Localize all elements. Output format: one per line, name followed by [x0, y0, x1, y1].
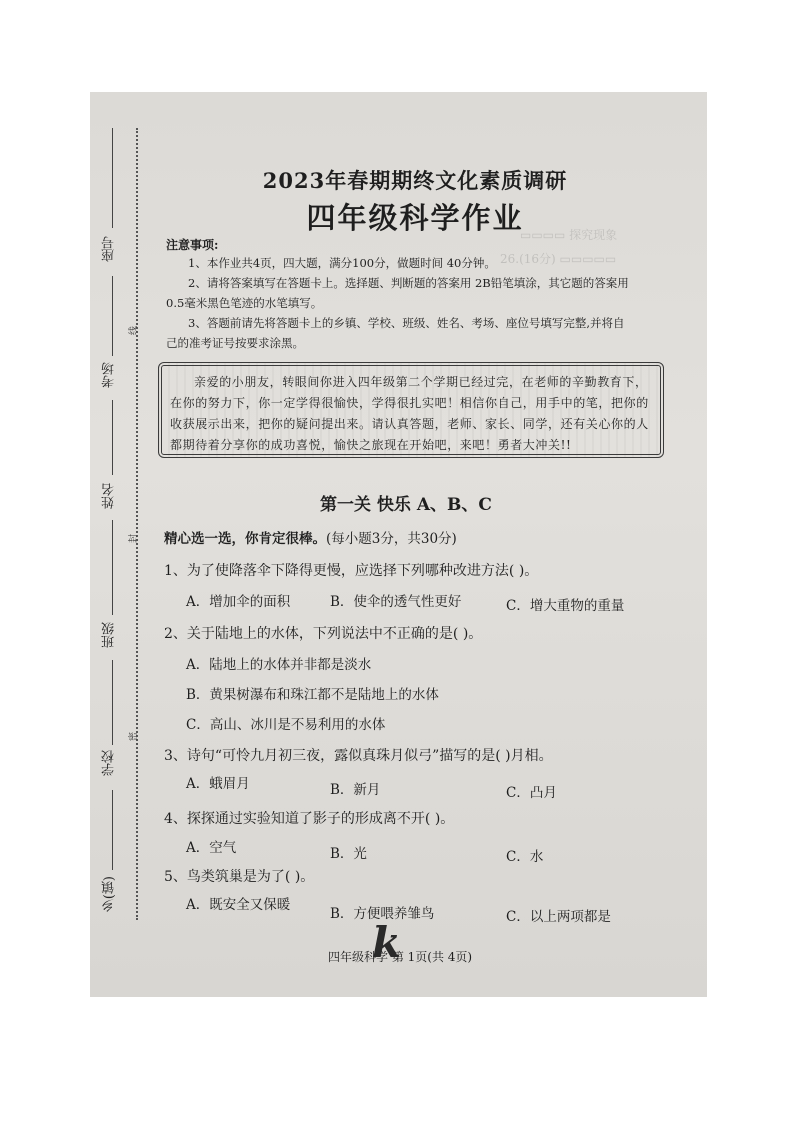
q3-option-a: A．蛾眉月 — [186, 776, 250, 792]
school-underline — [112, 660, 113, 745]
notes-heading: 注意事项: — [166, 238, 219, 252]
q4-option-c: C．水 — [506, 849, 544, 865]
q5-option-b: B．方便喂养雏鸟 — [330, 906, 435, 922]
page-footer: 四年级科学 第 1页(共 4页) — [328, 950, 473, 964]
class-label: 班级 — [102, 622, 117, 648]
section-title: 第一关 快乐 A、B、C — [320, 495, 492, 515]
q5-option-c: C．以上两项都是 — [506, 909, 611, 925]
q5-option-a: A．既安全又保暖 — [186, 897, 291, 913]
q2-option-c: C．高山、冰川是不易利用的水体 — [186, 717, 386, 733]
q4-option-a: A．空气 — [186, 840, 237, 856]
binding-line-char: 线 — [129, 325, 140, 336]
show-through-text: 26.(16分) ▭▭▭▭▭ — [500, 252, 617, 266]
instructions-score: (每小题3分，共30分) — [326, 531, 457, 547]
note-line: 3、答题前请先将答题卡上的乡镇、学校、班级、姓名、考场、座位号填写完整,并将自 — [188, 316, 625, 330]
exam-title: 2023年春期期终文化素质调研 — [262, 168, 568, 193]
encouragement-text: 亲爱的小朋友，转眼间你进入四年级第二个学期已经过完，在老师的辛勤教育下，在你的努力下，你一定学得很愉快，学得很扎实吧！相信你自己，用手中的笔，把你的收获展示出来，把你的疑问提出来。请认真答题，老师、家长、同学，还有关心你的人都期待着分享你的成功喜悦，愉快之旅现在开始吧，来吧！勇者大冲关!! — [170, 375, 649, 452]
binding-dense-char: 密 — [129, 731, 140, 742]
exam-room-label: 考场 — [102, 362, 117, 388]
q1-option-a: A．增加伞的面积 — [186, 594, 291, 610]
note-line: 己的准考证号按要求涂黑。 — [166, 336, 304, 350]
q1-option-b: B．使伞的透气性更好 — [330, 594, 462, 610]
name-label: 姓名 — [102, 483, 117, 509]
question-1: 1、为了使降落伞下降得更慢，应选择下列哪种改进方法( )。 — [164, 563, 539, 579]
q4-option-b: B．光 — [330, 846, 367, 862]
town-label: 乡(镇) — [102, 876, 117, 913]
question-5: 5、鸟类筑巢是为了( )。 — [164, 869, 315, 885]
q1-option-c: C．增大重物的重量 — [506, 598, 625, 614]
name-underline — [112, 400, 113, 475]
note-line: 1、本作业共4页，四大题，满分100分，做题时间 40分钟。 — [188, 256, 496, 270]
town-underline — [112, 790, 113, 870]
question-3: 3、诗句“可怜九月初三夜，露似真珠月似弓”描写的是( )月相。 — [164, 748, 553, 764]
handwritten-mark: k — [372, 918, 402, 967]
show-through-text: ▭▭▭▭ 探究现象 — [520, 228, 618, 242]
note-line: 0.5毫米黑色笔迹的水笔填写。 — [166, 296, 323, 310]
note-line: 2、请将答案填写在答题卡上。选择题、判断题的答案用 2B铅笔填涂，其它题的答案用 — [188, 276, 629, 290]
exam-room-underline — [112, 276, 113, 356]
encouragement-box — [158, 362, 664, 458]
binding-dotted-line — [136, 128, 138, 920]
q2-option-a: A．陆地上的水体并非都是淡水 — [186, 657, 372, 673]
question-2: 2、关于陆地上的水体，下列说法中不正确的是( )。 — [164, 626, 483, 642]
q3-option-c: C．凸月 — [506, 785, 557, 801]
q3-option-b: B．新月 — [330, 782, 381, 798]
binding-seal-char: 封 — [129, 533, 140, 544]
section-instructions — [164, 527, 457, 547]
instructions-bold: 精心选一选，你肯定很棒。 — [164, 531, 326, 547]
class-underline — [112, 520, 113, 615]
school-label: 学校 — [102, 750, 117, 776]
seat-underline — [112, 128, 113, 228]
exam-subject-title: 四年级科学作业 — [306, 201, 524, 235]
seat-label: 座号 — [102, 236, 117, 262]
question-4: 4、探探通过实验知道了影子的形成离不开( )。 — [164, 811, 455, 827]
q2-option-b: B．黄果树瀑布和珠江都不是陆地上的水体 — [186, 687, 439, 703]
